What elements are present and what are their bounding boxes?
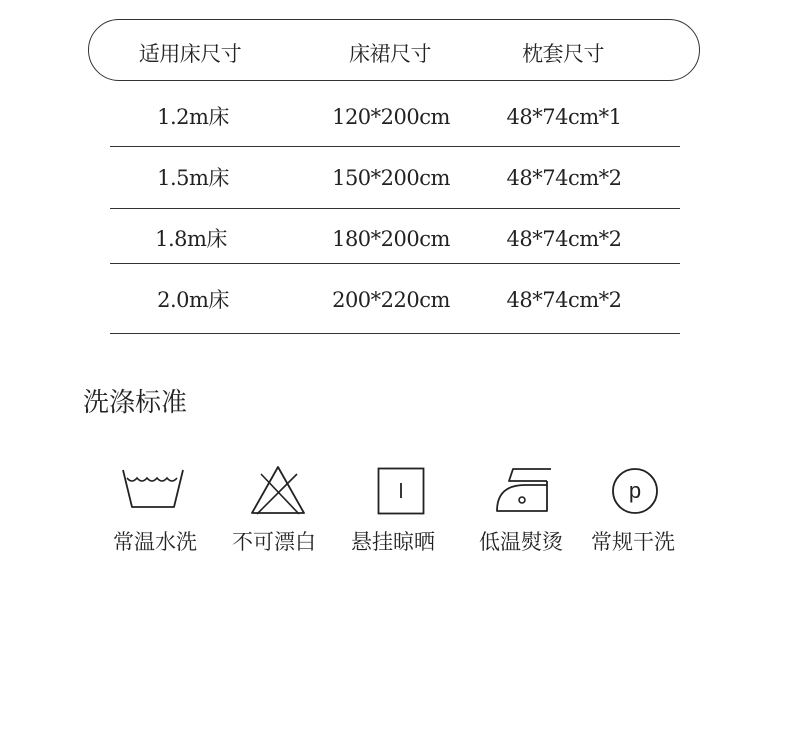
row-bed-size: 1.8m床 (155, 227, 227, 251)
care-label-normal-wash: 常温水洗 (113, 530, 197, 554)
care-label-dry-clean: 常规干洗 (591, 530, 675, 554)
care-label-no-bleach: 不可漂白 (232, 530, 316, 554)
row-bed-skirt-size: 120*200cm (332, 105, 450, 129)
no-bleach-icon (249, 464, 307, 516)
row-bed-size: 1.5m床 (157, 166, 229, 190)
header-pillowcase-size: 枕套尺寸 (522, 42, 604, 66)
care-label-low-iron: 低温熨烫 (479, 530, 563, 554)
row-pillowcase-size: 48*74cm*2 (506, 227, 622, 251)
low-iron-icon (495, 467, 553, 513)
row-divider (110, 146, 680, 147)
line-dry-icon (377, 467, 425, 515)
row-pillowcase-size: 48*74cm*2 (506, 288, 622, 312)
row-bed-size: 1.2m床 (157, 105, 229, 129)
svg-text:p: p (628, 478, 642, 503)
header-bed-size: 适用床尺寸 (138, 42, 242, 66)
row-pillowcase-size: 48*74cm*1 (506, 105, 622, 129)
row-bed-skirt-size: 200*220cm (332, 288, 450, 312)
wash-basin-icon (120, 466, 186, 512)
row-bed-skirt-size: 180*200cm (332, 227, 450, 251)
row-divider (110, 333, 680, 334)
row-bed-size: 2.0m床 (157, 288, 229, 312)
care-section-title: 洗涤标准 (83, 388, 188, 418)
care-label-line-dry: 悬挂晾晒 (351, 530, 435, 554)
header-bed-skirt-size: 床裙尺寸 (349, 42, 431, 66)
dry-clean-p-icon (611, 467, 659, 515)
row-divider (110, 208, 680, 209)
row-divider (110, 263, 680, 264)
row-bed-skirt-size: 150*200cm (332, 166, 450, 190)
row-pillowcase-size: 48*74cm*2 (506, 166, 622, 190)
